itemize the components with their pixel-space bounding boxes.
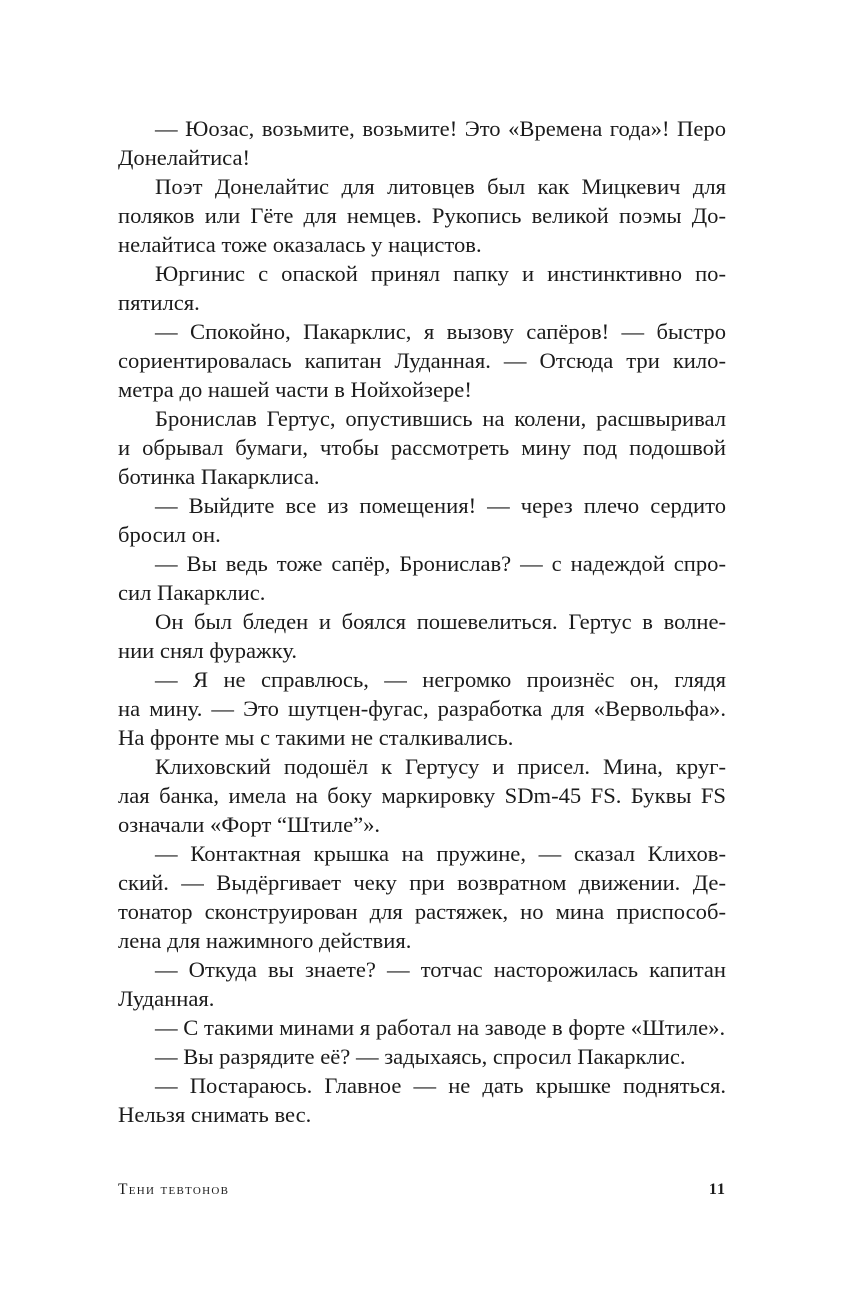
text-line: Клиховский подошёл к Гертусу и присел. Мина, круг- <box>155 754 726 779</box>
text-line: сориентировалась капитан Луданная. — Отсюда три кило- <box>118 348 726 373</box>
text-line: — Спокойно, Пакарклис, я вызову сапёров! — быстро <box>155 319 726 344</box>
text-line: лая банка, имела на боку маркировку SDm-45 FS. Буквы FS <box>118 783 726 808</box>
text-line: ботинка Пакарклиса. <box>118 464 320 489</box>
running-footer-title: Тени тевтонов <box>118 1181 230 1198</box>
text-line: На фронте мы с такими не сталкивались. <box>118 725 514 750</box>
text-line: Нельзя снимать вес. <box>118 1102 312 1127</box>
text-line: нелайтиса тоже оказалась у нацистов. <box>118 232 482 257</box>
text-line: — Контактная крышка на пружине, — сказал Клихов- <box>155 841 726 866</box>
text-line: поляков или Гёте для немцев. Рукопись великой поэмы До- <box>118 203 726 228</box>
text-line: Бронислав Гертус, опустившись на колени, расшвыривал <box>155 406 726 431</box>
text-line: — С такими минами я работал на заводе в форте «Штиле». <box>155 1015 726 1040</box>
text-line: и обрывал бумаги, чтобы рассмотреть мину под подошвой <box>118 435 726 460</box>
text-line: — Вы ведь тоже сапёр, Бронислав? — с надеждой спро- <box>155 551 726 576</box>
text-line: Поэт Донелайтис для литовцев был как Мицкевич для <box>155 174 726 199</box>
text-line: нии снял фуражку. <box>118 638 298 663</box>
body-text <box>118 114 726 1129</box>
text-line: лена для нажимного действия. <box>118 928 412 953</box>
text-line: Донелайтиса! <box>118 145 251 170</box>
text-line: бросил он. <box>118 522 221 547</box>
text-line: — Юозас, возьмите, возьмите! Это «Времена года»! Перо <box>155 116 726 141</box>
text-line: — Постараюсь. Главное — не дать крышке подняться. <box>155 1073 726 1098</box>
text-line: означали «Форт “Штиле”». <box>118 812 381 837</box>
text-line: пятился. <box>118 290 200 315</box>
text-line: Луданная. <box>118 986 215 1011</box>
text-line: — Откуда вы знаете? — тотчас насторожилась капитан <box>155 957 726 982</box>
text-line: сил Пакарклис. <box>118 580 266 605</box>
text-line: на мину. — Это шутцен-фугас, разработка для «Вервольфа». <box>118 696 726 721</box>
text-line: Юргинис с опаской принял папку и инстинктивно по- <box>155 261 726 286</box>
text-line: — Я не справлюсь, — негромко произнёс он, глядя <box>155 667 726 692</box>
text-line: ский. — Выдёргивает чеку при возвратном движении. Де- <box>118 870 726 895</box>
text-line: Он был бледен и боялся пошевелиться. Гертус в волне- <box>155 609 726 634</box>
text-line: тонатор сконструирован для растяжек, но мина приспособ- <box>118 899 726 924</box>
text-line: — Выйдите все из помещения! — через плечо сердито <box>155 493 726 518</box>
text-line: метра до нашей части в Нойхойзере! <box>118 377 472 402</box>
text-line: — Вы разрядите её? — задыхаясь, спросил Пакарклис. <box>155 1044 686 1069</box>
page-number: 11 <box>708 1181 726 1198</box>
